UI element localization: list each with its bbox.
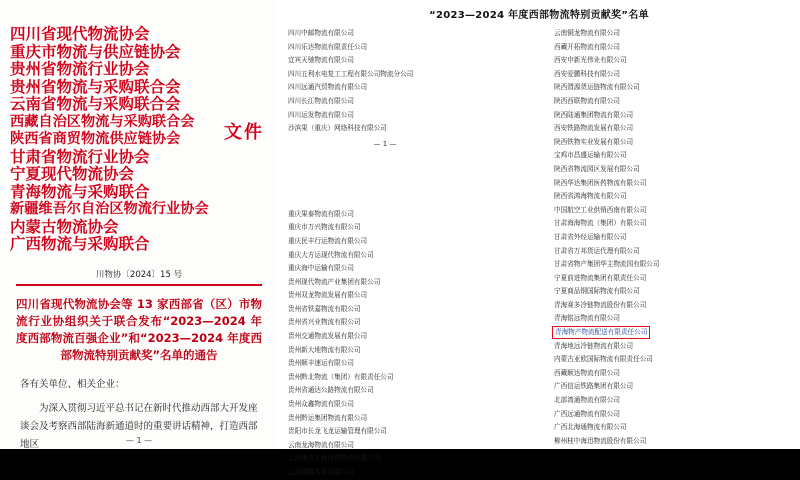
column-spacer <box>288 181 522 195</box>
list-item: 贵州交通物流发展有限公司 <box>288 332 368 341</box>
list-item: 重庆市万兴物流有限公司 <box>288 223 361 232</box>
list-title: “2023—2024 年度西部物流特别贡献奖”名单 <box>429 10 649 21</box>
column-spacer <box>288 167 522 181</box>
list-item: 陕西华达集团医药物流有限公司 <box>554 178 647 187</box>
list-item: 贵州双龙物流发展有限公司 <box>288 291 368 300</box>
list-item: 云南南方工程冷链物流有限公司 <box>288 454 381 463</box>
list-item: 陕西省物流园区发展有限公司 <box>554 164 640 173</box>
list-item: 云南龙海物流有限公司 <box>288 440 354 449</box>
list-item: 重庆民丰行运物流有限公司 <box>288 236 368 245</box>
letterhead-line: 甘肃省物流行业协会 <box>10 147 150 166</box>
list-item: 云南铜龙物流有限公司 <box>554 29 620 37</box>
list-item: 贵州省通达公路物流有限公司 <box>288 386 374 395</box>
list-item: 甘肃海海物流（集团）有限公司 <box>554 219 647 228</box>
list-item: 陕西西联物流有限公司 <box>554 96 620 105</box>
highlighted-company-name: 青海物产物流配送有限责任公司 <box>552 326 650 339</box>
red-divider-rule <box>16 284 262 286</box>
list-item: 西藏开拓物流有限公司 <box>554 42 620 51</box>
list-item: 西安申新光伟业有限公司 <box>554 56 627 65</box>
list-item: 青海铭远物流有限公司 <box>554 314 620 323</box>
letterhead-line: 新疆维吾尔自治区物流行业协会 <box>10 201 209 217</box>
document-number: 川物协〔2024〕15 号 <box>95 269 183 280</box>
letterhead-line: 重庆市物流与供应链协会 <box>10 42 181 61</box>
letterhead-line: 广西物流与采购联合 <box>10 235 150 253</box>
list-item: 甘肃省外经运输有限公司 <box>554 232 627 241</box>
list-item: 重庆海中运输有限公司 <box>288 264 354 273</box>
list-item: 贵州众鑫物流有限公司 <box>288 400 354 409</box>
list-item: 贵州新大地物流有限公司 <box>288 345 361 354</box>
list-item: 北部湾通物流有限公司 <box>554 396 620 405</box>
letterhead-line: 四川省现代物流协会 <box>10 25 150 43</box>
list-item: 贵州顺丰速运有限公司 <box>288 359 354 368</box>
list-item: 四川五利水电复工工程有限公司物流分公司 <box>288 69 414 78</box>
list-item: 四川长江物流有限公司 <box>288 96 354 105</box>
list-item-highlighted <box>554 326 766 340</box>
list-item: 四川运发物流有限公司 <box>288 110 354 119</box>
list-item: 广西信运铁路集团有限公司 <box>554 382 634 391</box>
list-item: 云南福腾实业有限公司 <box>288 468 354 476</box>
list-item: 重庆果泰物流有限公司 <box>288 209 354 218</box>
column-spacer <box>288 153 522 167</box>
letterhead-line: 宁夏现代物流协会 <box>10 165 135 183</box>
column-spacer <box>288 194 522 208</box>
list-item: 西安爱鹏科技有限公司 <box>554 69 620 78</box>
list-item: 四川远通汽贸物流有限公司 <box>288 83 368 92</box>
list-item: 四川中邮物流有限公司 <box>288 29 354 37</box>
list-column-left <box>284 27 522 476</box>
letterhead-line: 贵州省物流与采购联合会 <box>10 77 181 96</box>
list-item: 贵州黔北物流（集团）有限责任公司 <box>288 372 394 381</box>
list-item: 沙滨果（重庆）网络科技有限公司 <box>288 124 387 133</box>
letterhead-line: 陕西省商贸物流供应链协会 <box>10 131 181 147</box>
list-item: 中国航空工业供销西南有限公司 <box>554 205 647 214</box>
letterhead-line: 云南省物流与采购联合会 <box>10 95 181 113</box>
list-item: 贵州黔运集团物流有限公司 <box>288 413 368 422</box>
list-item: 广西北海通物流有限公司 <box>554 423 627 432</box>
list-item: 贵州省铁嘉物流有限公司 <box>288 304 361 313</box>
wenjian-label: 文件 <box>224 122 264 143</box>
list-item: 西安铁路物流发展有限公司 <box>554 124 634 133</box>
document-title: 四川省现代物流协会等 13 家西部省（区）市物流行业协组织关于联合发布“2023—2024 年度西部物流百强企业”和“2023—2024 年度西部物流特别贡献奖”名单的通告 <box>16 296 262 362</box>
list-item: 贵州现代物流产业集团有限公司 <box>288 277 381 286</box>
list-item: 西藏顺达物流有限公司 <box>554 368 620 377</box>
letterhead-line: 青海物流与采购联合 <box>10 182 150 201</box>
list-item: 贵阳市长龙飞龙运输管理有限公司 <box>288 427 387 436</box>
letterhead-page <box>0 0 278 449</box>
list-column-right <box>528 27 766 451</box>
list-columns <box>284 27 794 476</box>
list-item: 贵州省兴业物流有限公司 <box>288 318 361 327</box>
list-item: 宝鸡市昌盛运输有限公司 <box>554 151 627 160</box>
list-item: 柳州桂中海迅物流股份有限公司 <box>554 436 647 445</box>
page-footer: — 1 — <box>125 436 153 445</box>
page-mark: — 1 — <box>373 139 397 148</box>
list-item: 青海赛多冷链物流股份有限公司 <box>554 300 647 309</box>
letterhead-line: 贵州省物流行业协会 <box>10 60 150 78</box>
list-item: 重庆大方运现代物流有限公司 <box>288 250 374 259</box>
letterhead-line: 内蒙古物流协会 <box>10 217 119 236</box>
award-list-page <box>278 0 800 476</box>
list-item: 内蒙古亚欧国际物流有限责任公司 <box>554 355 653 364</box>
letterhead-line: 西藏自治区物流与采购联合会 <box>10 113 195 130</box>
list-item: 陕西省鸿海物流有限公司 <box>554 192 627 201</box>
list-item: 广西远通物流有限公司 <box>554 409 620 418</box>
list-item: 宜宾天驰物流有限公司 <box>288 56 354 65</box>
list-item: 陕西铁物实业发展有限公司 <box>554 137 634 146</box>
body-paragraph: 为深入贯彻习近平总书记在新时代推动西部大开发座谈会及考察西部陆海新通道时的重要讲话精神，打造西部地区 <box>20 402 258 450</box>
list-item: 甘肃省万邦货运代理有限公司 <box>554 246 640 255</box>
list-item: 甘肃省物产集团华主物流园有限公司 <box>554 260 660 269</box>
list-item: 陕西陆通集团物流有限公司 <box>554 110 634 119</box>
body-salutation: 各有关单位、相关企业： <box>20 378 125 390</box>
list-item: 四川乐达物流有限责任公司 <box>288 42 368 51</box>
list-item: 陕西渭源货运链物流有限公司 <box>554 83 640 92</box>
list-item: 宁夏商品钢国际物流有限公司 <box>554 287 640 296</box>
list-item: 宁夏前进物流集团有限责任公司 <box>554 273 647 282</box>
list-item: 青海地远冷链物流有限公司 <box>554 341 634 350</box>
